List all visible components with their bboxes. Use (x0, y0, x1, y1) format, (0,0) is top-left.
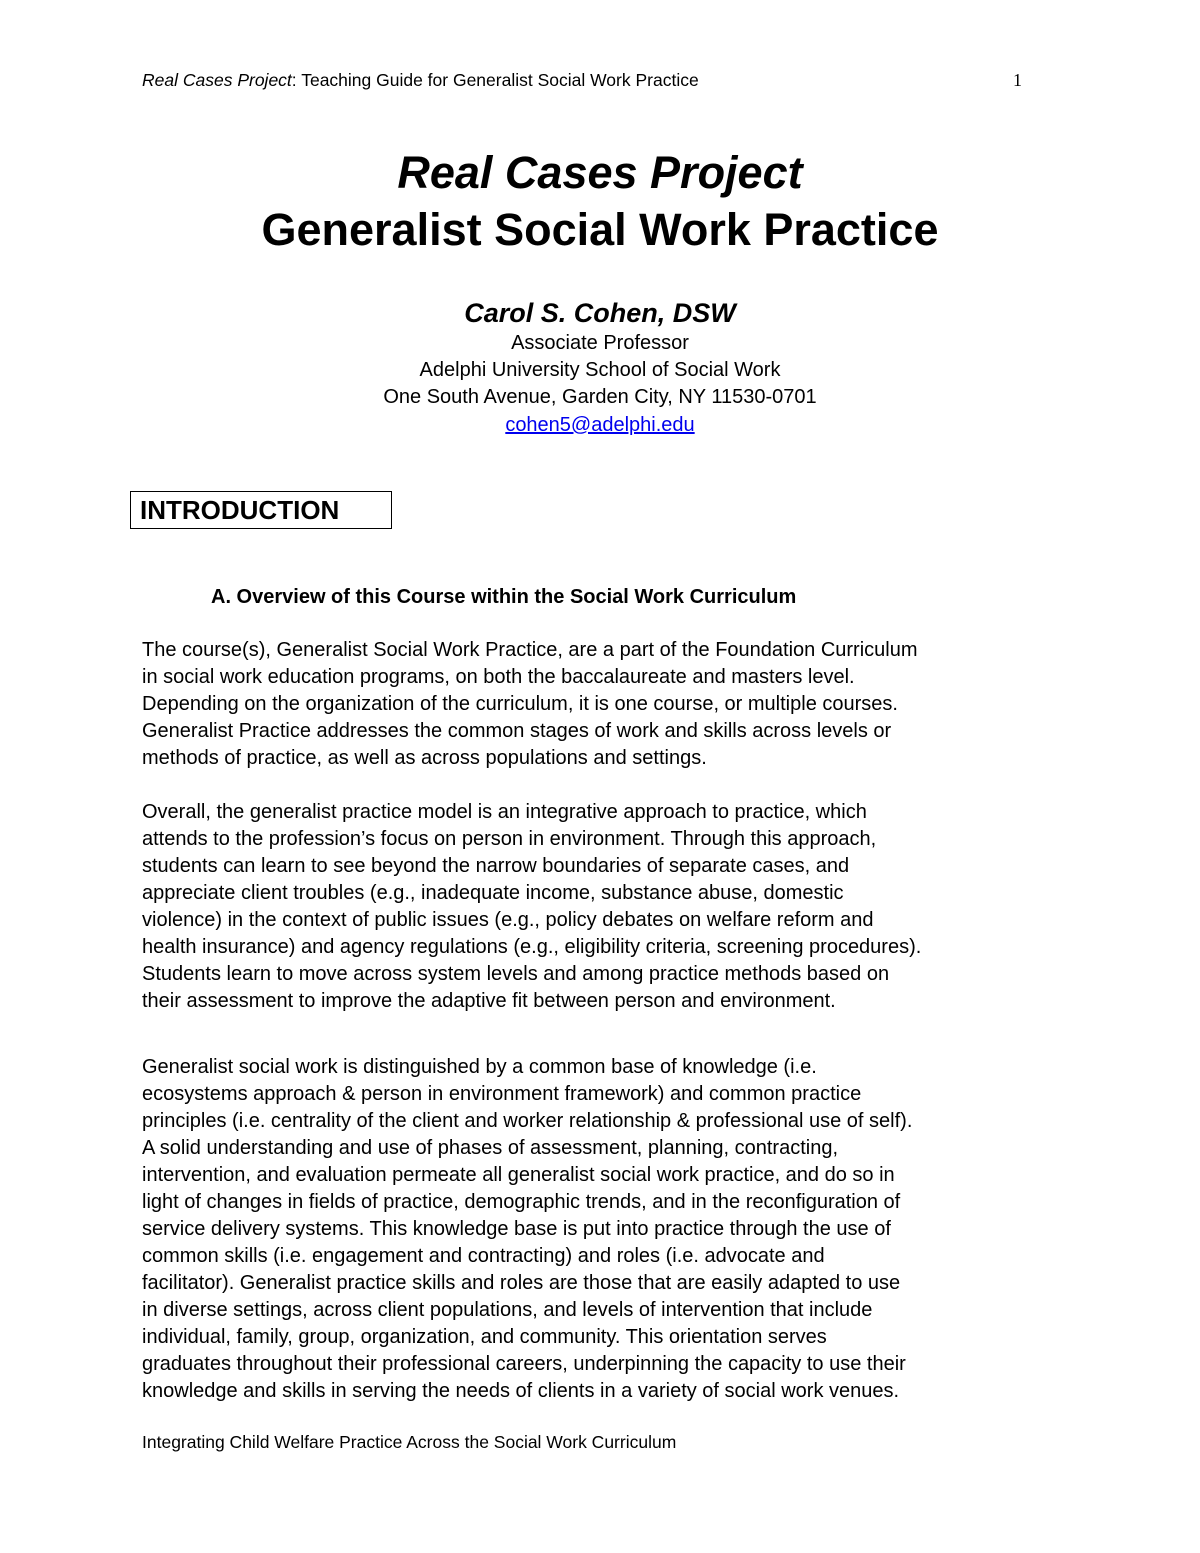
paragraph-line: Generalist social work is distinguished by a common base of knowledge (i.e. (142, 1056, 817, 1078)
paragraph-line: violence) in the context of public issues (e.g., policy debates on welfare reform and (142, 909, 874, 931)
paragraph-line: graduates throughout their professional careers, underpinning the capacity to use their (142, 1353, 906, 1375)
author-email (0, 412, 1200, 439)
paragraph-line: intervention, and evaluation permeate all generalist social work practice, and do so in (142, 1164, 895, 1186)
paragraph-line: individual, family, group, organization, and community. This orientation serves (142, 1326, 827, 1348)
running-header (142, 70, 1022, 96)
paragraph-line: knowledge and skills in serving the needs of clients in a variety of social work venues. (142, 1380, 900, 1402)
paragraph-line: common skills (i.e. engagement and contracting) and roles (i.e. advocate and (142, 1245, 825, 1267)
paragraph-1 (142, 637, 1082, 772)
paragraph-line: Generalist Practice addresses the common stages of work and skills across levels or (142, 720, 892, 742)
paragraph-2 (142, 799, 1082, 1015)
paragraph-line: facilitator). Generalist practice skills and roles are those that are easily adapted to use (142, 1272, 901, 1294)
paragraph-line: in social work education programs, on both the baccalaureate and masters level. (142, 666, 855, 688)
paragraph-line: methods of practice, as well as across populations and settings. (142, 747, 707, 769)
paragraph-line: in diverse settings, across client populations, and levels of intervention that include (142, 1299, 873, 1321)
paragraph-line: A solid understanding and use of phases of assessment, planning, contracting, (142, 1137, 839, 1159)
subsection-heading: A. Overview of this Course within the Social Work Curriculum (211, 586, 797, 608)
paragraph-line: principles (i.e. centrality of the client and worker relationship & professional use of self). (142, 1110, 913, 1132)
section-heading-introduction: INTRODUCTION (130, 491, 392, 529)
author-address: One South Avenue, Garden City, NY 11530-0701 (383, 386, 817, 408)
running-footer: Integrating Child Welfare Practice Across the Social Work Curriculum (142, 1432, 677, 1452)
paragraph-line: ecosystems approach & person in environment framework) and common practice (142, 1083, 862, 1105)
paragraph-line: health insurance) and agency regulations (e.g., eligibility criteria, screening procedures). (142, 936, 922, 958)
running-header-title (142, 70, 699, 91)
paragraph-line: service delivery systems. This knowledge base is put into practice through the use of (142, 1218, 891, 1240)
author-name: Carol S. Cohen, DSW (464, 298, 736, 328)
author-position: Associate Professor (511, 332, 689, 354)
paragraph-line: Students learn to move across system levels and among practice methods based on (142, 963, 890, 985)
paragraph-line: Overall, the generalist practice model is an integrative approach to practice, which (142, 801, 867, 823)
document-title-line1: Real Cases Project (397, 147, 803, 198)
paragraph-line: students can learn to see beyond the narrow boundaries of separate cases, and (142, 855, 850, 877)
running-header-rest: : Teaching Guide for Generalist Social Work Practice (291, 70, 699, 90)
author-email-link[interactable]: cohen5@adelphi.edu (505, 414, 695, 436)
paragraph-line: attends to the profession’s focus on person in environment. Through this approach, (142, 828, 877, 850)
running-header-italic: Real Cases Project (142, 70, 292, 90)
paragraph-line: appreciate client troubles (e.g., inadequate income, substance abuse, domestic (142, 882, 844, 904)
paragraph-line: their assessment to improve the adaptive fit between person and environment. (142, 990, 836, 1012)
page-number: 1 (1013, 70, 1022, 90)
paragraph-line: The course(s), Generalist Social Work Practice, are a part of the Foundation Curriculum (142, 639, 918, 661)
paragraph-line: light of changes in fields of practice, demographic trends, and in the reconfiguration of (142, 1191, 901, 1213)
paragraph-line: Depending on the organization of the curriculum, it is one course, or multiple courses. (142, 693, 898, 715)
document-title-line2: Generalist Social Work Practice (261, 204, 939, 255)
paragraph-3 (142, 1054, 1082, 1405)
author-institution: Adelphi University School of Social Work (419, 359, 781, 381)
